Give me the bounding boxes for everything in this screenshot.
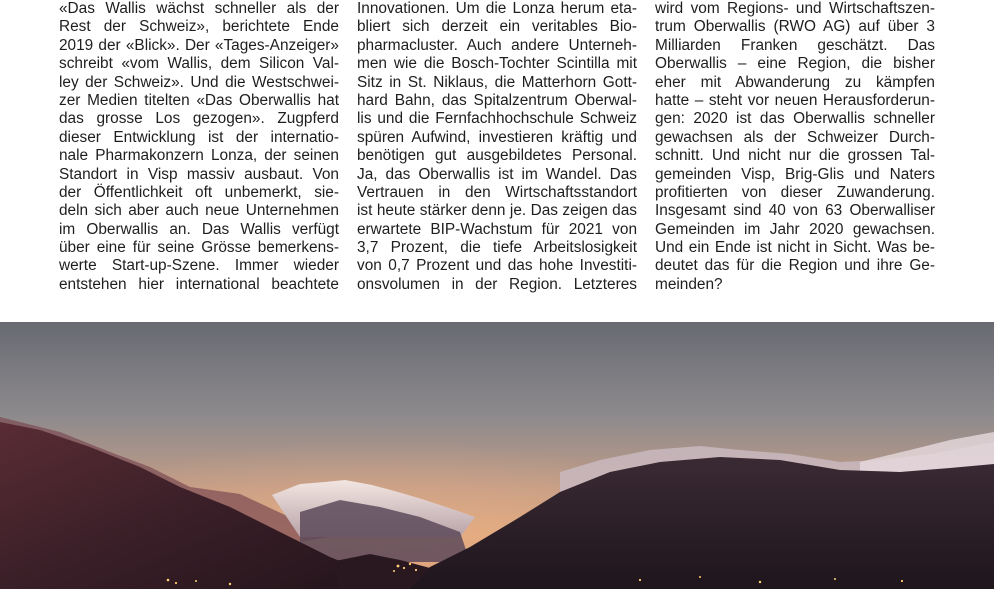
text-line: «Das Wallis wächst schneller als der [59,0,339,17]
text-line: hard Bahn, das Spitalzentrum Oberwal- [357,91,637,109]
text-line: benötigen gut ausgebildetes Personal. [357,147,637,165]
text-line: ist heute stärker denn je. Das zeigen das [357,202,637,220]
town-light [167,579,170,582]
text-line: Insgesamt sind 40 von 63 Oberwalliser [655,202,935,220]
town-light [195,580,197,582]
valley-dusk-illustration [0,322,994,589]
town-light [639,579,641,581]
text-line: dieser Entwicklung ist der internatio- [59,128,339,146]
town-light [834,578,836,580]
text-line: wird vom Regions- und Wirtschaftszen- [655,0,935,17]
text-line: men wie die Bosch-Tochter Scintilla mit [357,55,637,73]
text-column-2 [357,0,637,294]
text-line: profitierten von dieser Zuwanderung. [655,183,935,201]
text-line: Gemeinden im Jahr 2020 gewachsen. [655,220,935,238]
text-line: lis und die Fernfachhochschule Schweiz [357,110,637,128]
text-line: Oberwallis – eine Region, die bisher [655,55,935,73]
text-line: Rest der Schweiz», berichtete Ende [59,18,339,36]
town-light [393,570,395,572]
text-line: zer Medien titelten «Das Oberwallis hat [59,91,339,109]
text-line: meinden? [655,275,723,293]
text-line: über eine für seine Grösse bemerkens- [59,239,339,257]
text-line: pharmacluster. Auch andere Unterneh- [357,36,637,54]
text-line: gen: 2020 ist das Oberwallis schneller [655,110,935,128]
text-line: hatte – steht vor neuen Herausforderun- [655,91,935,109]
town-light [415,569,417,571]
text-line: gemeinden Visp, Brig-Glis und Naters [655,165,935,183]
text-line: eher mit Abwanderung zu kämpfen [655,73,935,91]
text-line: entstehen hier international beachtete [59,275,339,293]
text-line: von 0,7 Prozent und das hohe Investiti- [357,257,637,275]
text-column-1 [59,0,339,294]
text-line: im Oberwallis an. Das Wallis verfügt [59,220,339,238]
text-line: bliert sich derzeit ein veritables Bio- [357,18,637,36]
town-light [397,565,400,568]
town-light [901,580,903,582]
town-light [699,576,701,578]
town-light [403,567,405,569]
text-line: nale Pharmakonzern Lonza, der seinen [59,147,339,165]
text-line: onsvolumen in der Region. Letzteres [357,275,637,293]
town-light [409,563,411,565]
text-line: schnitt. Und nicht nur die grossen Tal- [655,147,935,165]
text-line: werte Start-up-Szene. Immer wieder [59,257,339,275]
text-line: spüren Aufwind, investieren kräftig und [357,128,637,146]
text-line: Vertrauen in den Wirtschaftsstandort [357,183,637,201]
text-line: Ja, das Oberwallis ist im Wandel. Das [357,165,637,183]
text-line: der Öffentlichkeit oft unbemerkt, sie- [59,183,339,201]
text-line: deln sich aber auch neue Unternehmen [59,202,339,220]
text-line: Innovationen. Um die Lonza herum eta- [357,0,637,17]
text-line: 2019 der «Blick». Der «Tages-Anzeiger» [59,36,339,54]
mountain-photo [0,322,994,589]
text-line: 3,7 Prozent, die tiefe Arbeitslosigkeit [357,239,637,257]
text-line: schreibt «vom Wallis, dem Silicon Val- [59,55,339,73]
text-line: das grosse Los gezogen». Zugpferd [59,110,339,128]
text-column-3 [655,0,935,294]
text-line: gewachsen als der Schweizer Durch- [655,128,935,146]
town-light [229,583,231,585]
text-line: deutet das für die Region und ihre Ge- [655,257,935,275]
text-line: Milliarden Franken geschätzt. Das [655,36,935,54]
text-line: Und ein Ende ist nicht in Sicht. Was be- [655,239,935,257]
town-light [175,582,177,584]
text-line: trum Oberwallis (RWO AG) auf über 3 [655,18,935,36]
town-light [759,581,761,583]
text-line: ley der Schweiz». Und die Westschwei- [59,73,339,91]
text-line: erwartete BIP-Wachstum für 2021 von [357,220,637,238]
text-line: Standort in Visp massiv ausbaut. Von [59,165,339,183]
text-line: Sitz in St. Niklaus, die Matterhorn Gott- [357,73,637,91]
